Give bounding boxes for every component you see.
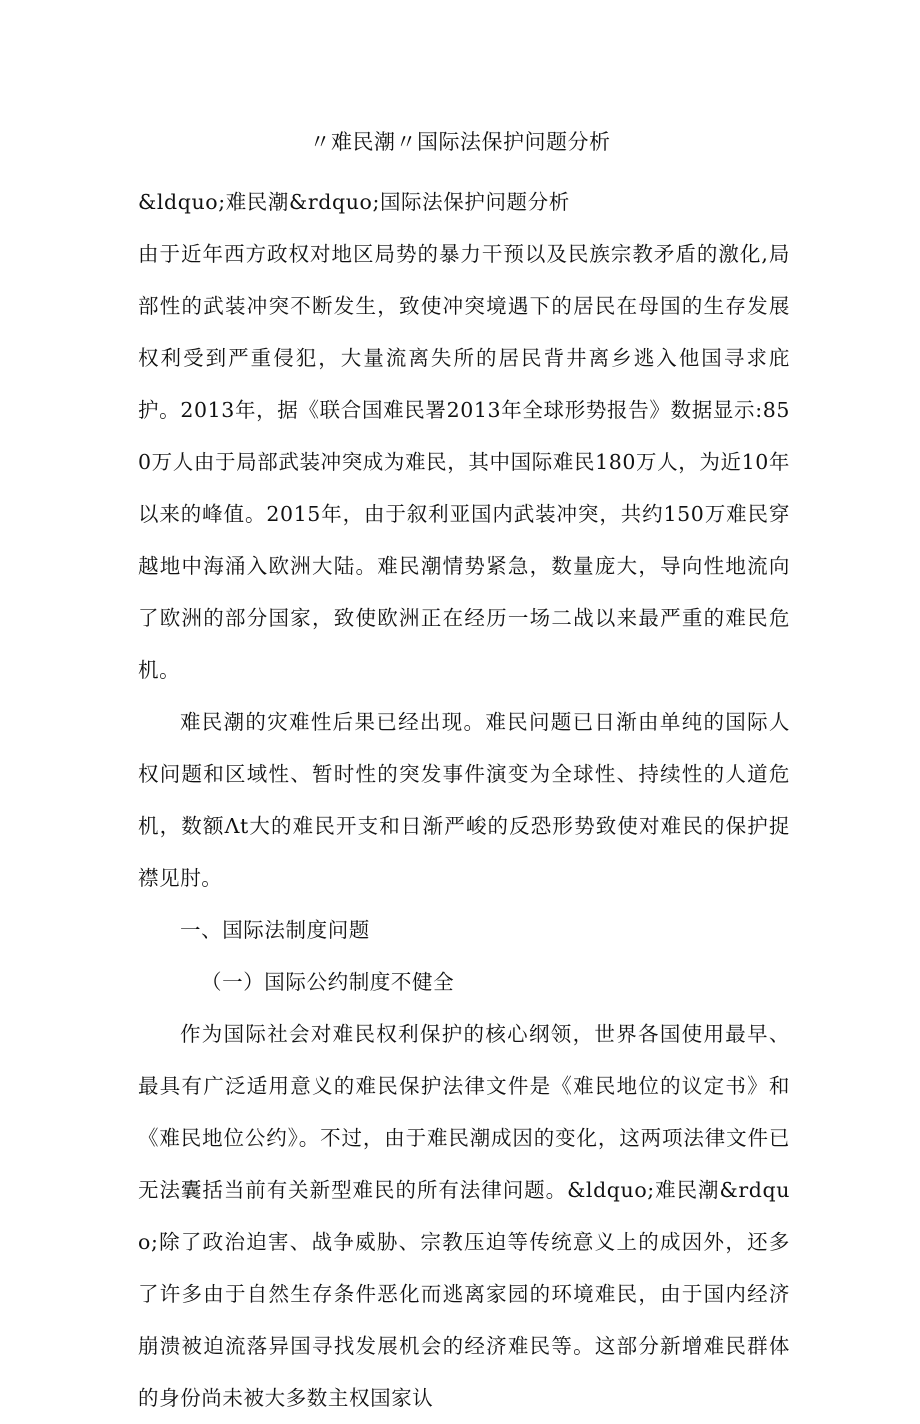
section-heading-2: （一）国际公约制度不健全	[201, 970, 455, 994]
section-heading-1: 一、国际法制度问题	[180, 918, 370, 942]
paragraph-2: 难民潮的灾难性后果已经出现。难民问题已日渐由单纯的国际人权问题和区域性、暂时性的突发事件演变为全球性、持续性的人道危机，数额Λt大的难民开支和日渐严峻的反恐形势致使对难民的保护捉襟见肘。	[138, 710, 790, 890]
document-title: 〃难民潮〃国际法保护问题分析	[309, 130, 611, 154]
paragraph-1: 由于近年西方政权对地区局势的暴力干预以及民族宗教矛盾的激化,局部性的武装冲突不断发生，致使冲突境遇下的居民在母国的生存发展权利受到严重侵犯，大量流离失所的居民背井离乡逃入他国寻求庇护。2013年，据《联合国难民署2013年全球形势报告》数据显示:850万人由于局部武装冲突成为难民，其中国际难民180万人，为近10年以来的峰值。2015年，由于叙利亚国内武装冲突，共约150万难民穿越地中海涌入欧洲大陆。难民潮情势紧急，数量庞大，导向性地流向了欧洲的部分国家，致使欧洲正在经历一场二战以来最严重的难民危机。	[138, 242, 790, 682]
document-subtitle: &ldquo;难民潮&rdquo;国际法保护问题分析	[138, 190, 570, 214]
document-body	[138, 176, 790, 1424]
paragraph-3: 作为国际社会对难民权利保护的核心纲领，世界各国使用最早、最具有广泛适用意义的难民保护法律文件是《难民地位的议定书》和《难民地位公约》。不过，由于难民潮成因的变化，这两项法律文件已无法囊括当前有关新型难民的所有法律问题。&ldquo;难民潮&rdquo;除了政治迫害、战争威胁、宗教压迫等传统意义上的成因外，还多了许多由于自然生存条件恶化而逃离家园的环境难民，由于国内经济崩溃被迫流落异国寻找发展机会的经济难民等。这部分新增难民群体的身份尚未被大多数主权国家认	[138, 1022, 790, 1410]
